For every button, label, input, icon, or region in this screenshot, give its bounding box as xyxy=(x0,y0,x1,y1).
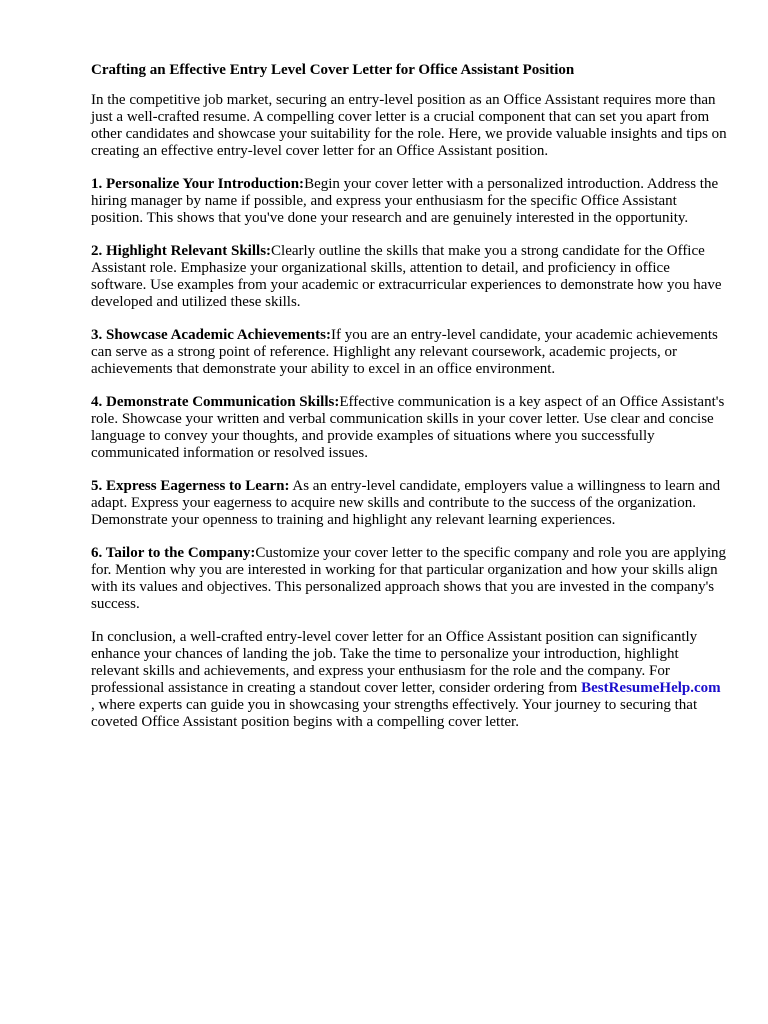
section-heading: 3. Showcase Academic Achievements: xyxy=(91,327,331,343)
conclusion-text: In conclusion, a well-crafted entry-level cover letter for an Office Assistant position can significantly enhance your chances of landing the job. Take the time to personalize your introduction, highlight relevant skills and achievements, and express your enthusiasm for the role and the company. For professional assistance in creating a standout cover letter, consider ordering from xyxy=(91,629,698,696)
section-body: As an entry-level candidate, employers value a willingness to learn and adapt. Express your eagerness to acquire new skills and contribute to the success of the organization. Demonstrate your openness to training and highlight any relevant learning experiences. xyxy=(91,478,721,528)
section-body: Begin your cover letter with a personalized introduction. Address the hiring manager by name if possible, and express your enthusiasm for the specific Office Assistant position. This shows that you've done your research and are genuinely interested in the opportunity. xyxy=(91,176,719,226)
section-body: Effective communication is a key aspect of an Office Assistant's role. Showcase your written and verbal communication skills in your cover letter. Use clear and concise language to convey your thoughts, and provide examples of situations where you successfully communicated information or resolved issues. xyxy=(91,394,725,461)
section-eagerness-to-learn xyxy=(91,478,727,529)
conclusion-text-end: , where experts can guide you in showcasing your strengths effectively. Your journey to securing that coveted Office Assistant position begins with a compelling cover letter. xyxy=(91,697,698,730)
section-personalize-introduction xyxy=(91,176,727,227)
intro-paragraph: In the competitive job market, securing an entry-level position as an Office Assistant requires more than just a well-crafted resume. A compelling cover letter is a crucial component that can set you apart from other candidates and showcase your suitability for the role. Here, we provide valuable insights and tips on creating an effective entry-level cover letter for an Office Assistant position. xyxy=(91,92,727,159)
section-heading: 5. Express Eagerness to Learn: xyxy=(91,478,290,494)
conclusion-paragraph xyxy=(91,629,727,731)
section-body: Customize your cover letter to the specific company and role you are applying for. Mention why you are interested in working for that particular organization and how your skills align with its values and objectives. This personalized approach shows that you are invested in the company's success. xyxy=(91,545,727,612)
section-academic-achievements xyxy=(91,327,727,378)
section-heading: 6. Tailor to the Company: xyxy=(91,545,256,561)
section-heading: 4. Demonstrate Communication Skills: xyxy=(91,394,340,410)
document-title: Crafting an Effective Entry Level Cover Letter for Office Assistant Position xyxy=(91,62,575,78)
document-page xyxy=(91,61,727,747)
section-body: If you are an entry-level candidate, your academic achievements can serve as a strong point of reference. Highlight any relevant coursework, academic projects, or achievements that demonstrate your ability to excel in an office environment. xyxy=(91,327,718,377)
section-heading: 2. Highlight Relevant Skills: xyxy=(91,243,272,259)
section-body: Clearly outline the skills that make you a strong candidate for the Office Assistant role. Emphasize your organizational skills, attention to detail, and proficiency in office software. Use examples from your academic or extracurricular experiences to demonstrate how you have developed and utilized these skills. xyxy=(91,243,722,310)
bestresumehelp-link[interactable]: BestResumeHelp.com xyxy=(581,680,721,696)
section-communication-skills xyxy=(91,394,727,462)
section-heading: 1. Personalize Your Introduction: xyxy=(91,176,305,192)
section-highlight-skills xyxy=(91,243,727,311)
section-tailor-to-company xyxy=(91,545,727,613)
